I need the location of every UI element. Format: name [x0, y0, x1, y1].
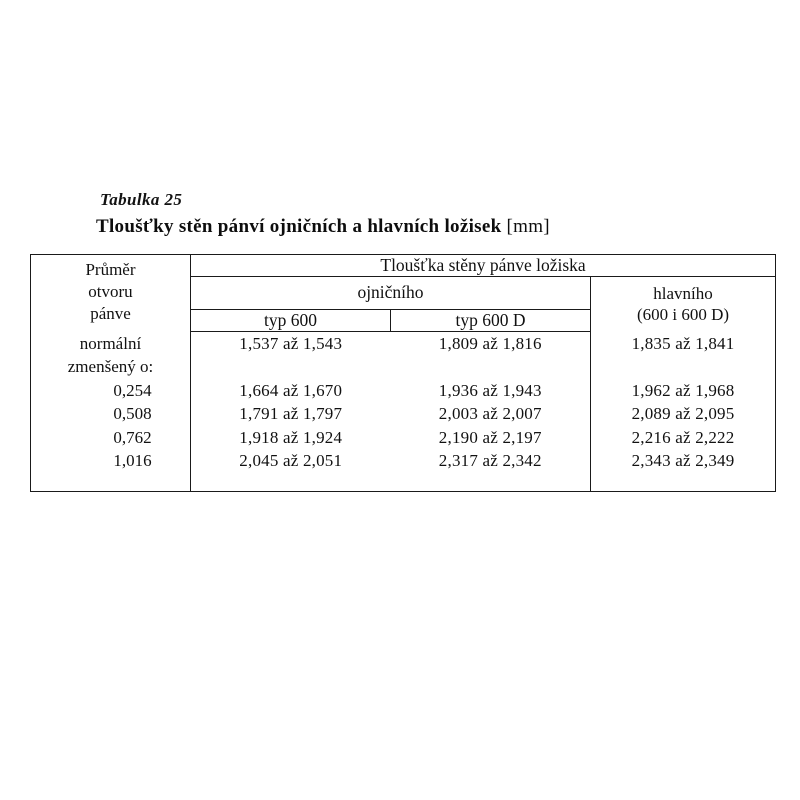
- cell-hlavni-0508: 2,089 až 2,095: [591, 402, 776, 425]
- spacer-cell-1: [31, 473, 191, 492]
- cell-typ600-0508: 1,791 až 1,797: [239, 404, 343, 424]
- header-group-hlavniho-line1: hlavního: [653, 283, 713, 303]
- header-diameter-line2: otvoru: [88, 282, 133, 302]
- row-label-0762: 0,762: [31, 426, 191, 449]
- table-number-label: Tabulka 25: [100, 190, 183, 209]
- header-sub-typ-600: typ 600: [191, 309, 391, 331]
- cell-empty-3: [591, 355, 776, 378]
- header-group-hlavniho-line2: (600 i 600 D): [636, 305, 730, 325]
- table-bottom-spacer: [31, 473, 776, 492]
- cell-empty-2: [391, 355, 591, 378]
- cell-hlavni-0254: 1,962 až 1,968: [591, 379, 776, 402]
- cell-typ600d-0254: 1,936 až 1,943: [391, 379, 591, 402]
- header-diameter-cell: [31, 255, 191, 332]
- row-label-0254: 0,254: [31, 379, 191, 402]
- row-label-0508: 0,508: [31, 402, 191, 425]
- table-row: [31, 402, 776, 425]
- table-row: [31, 449, 776, 472]
- cell-typ600d-0508: 2,003 až 2,007: [391, 402, 591, 425]
- spacer-cell-3: [391, 473, 591, 492]
- cell-typ600d-1016: 2,317 až 2,342: [391, 449, 591, 472]
- cell-typ600-normalni: 1,537 až 1,543: [239, 333, 343, 353]
- header-sub-typ-600d: typ 600 D: [391, 309, 591, 331]
- table-block: [30, 190, 780, 492]
- row-label-normalni: normální: [31, 331, 191, 355]
- table-row: [31, 331, 776, 355]
- page-title-text: Tloušťky stěn pánví ojničních a hlavních ložisek: [96, 216, 502, 237]
- header-group-ojnicniho: ojničního: [191, 277, 591, 310]
- header-diameter-line1: Průměr: [85, 260, 136, 279]
- table-row: [31, 426, 776, 449]
- table-row: [31, 379, 776, 402]
- page-title-unit: [mm]: [506, 216, 550, 237]
- row-label-zmenseny: zmenšený o:: [31, 355, 191, 378]
- cell-typ600-0254: 1,664 až 1,670: [239, 380, 343, 400]
- cell-empty-1: [191, 355, 391, 378]
- page-title: [96, 216, 780, 238]
- header-diameter-line3: pánve: [90, 304, 131, 324]
- spacer-cell-4: [591, 473, 776, 492]
- table-row-subheading: [31, 355, 776, 378]
- cell-hlavni-0762: 2,216 až 2,222: [591, 426, 776, 449]
- spacer-cell-2: [191, 473, 391, 492]
- bearing-shell-thickness-table: [30, 254, 776, 492]
- cell-typ600-0762: 1,918 až 1,924: [239, 427, 343, 447]
- cell-hlavni-normalni: 1,835 až 1,841: [591, 331, 776, 355]
- header-thickness-span: Tloušťka stěny pánve ložiska: [191, 255, 776, 277]
- cell-hlavni-1016: 2,343 až 2,349: [591, 449, 776, 472]
- header-group-hlavniho: [591, 277, 776, 332]
- cell-typ600-1016: 2,045 až 2,051: [239, 451, 343, 471]
- row-label-1016: 1,016: [31, 449, 191, 472]
- cell-typ600d-normalni: 1,809 až 1,816: [391, 331, 591, 355]
- table-header-row-span: [31, 255, 776, 277]
- cell-typ600d-0762: 2,190 až 2,197: [391, 426, 591, 449]
